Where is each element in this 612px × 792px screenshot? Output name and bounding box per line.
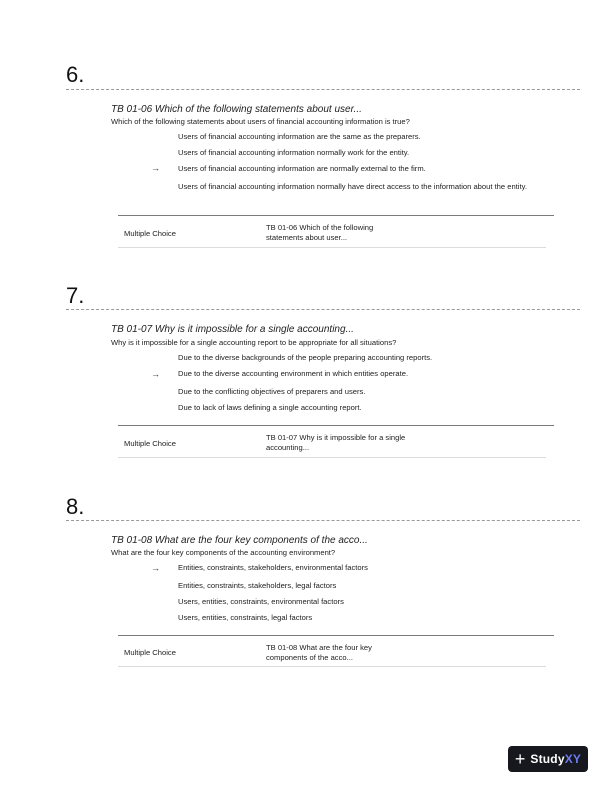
question-text: Which of the following statements about users of financial accounting information is true? xyxy=(111,117,410,126)
brand-name-accent: XY xyxy=(564,752,582,766)
question-number: 7. xyxy=(66,283,85,308)
correct-answer-arrow-icon: → xyxy=(151,563,160,573)
question-title: TB 01-07 Why is it impossible for a single accounting... xyxy=(111,324,354,335)
answer-option: Users, entities, constraints, environmental factors xyxy=(178,597,344,606)
table-rule-top xyxy=(118,635,554,636)
question-number: 6. xyxy=(66,62,85,87)
question-number: 8. xyxy=(66,494,85,519)
table-rule-bottom xyxy=(118,457,546,458)
table-rule-top xyxy=(118,425,554,426)
question-type-label: Multiple Choice xyxy=(124,229,176,238)
brand-name-main: Study xyxy=(530,752,565,766)
question-text: Why is it impossible for a single accounting report to be appropriate for all situations? xyxy=(111,338,397,347)
question-type-label: Multiple Choice xyxy=(124,439,176,448)
question-reference: TB 01-07 Why is it impossible for a single accounting... xyxy=(266,433,406,452)
question-reference: TB 01-06 Which of the following statements about user... xyxy=(266,223,374,242)
answer-option: Due to the diverse backgrounds of the people preparing accounting reports. xyxy=(178,353,433,362)
answer-option-correct: Entities, constraints, stakeholders, environmental factors xyxy=(178,563,368,572)
question-type-label: Multiple Choice xyxy=(124,648,176,657)
answer-option-correct: Users of financial accounting information are normally external to the firm. xyxy=(178,164,426,173)
answer-option: Due to the conflicting objectives of preparers and users. xyxy=(178,387,366,396)
answer-option: Users, entities, constraints, legal factors xyxy=(178,613,313,622)
dashed-divider xyxy=(66,520,580,521)
dashed-divider xyxy=(66,309,580,310)
brand-name xyxy=(530,752,581,766)
studyxy-logo[interactable] xyxy=(508,746,588,772)
question-text: What are the four key components of the accounting environment? xyxy=(111,548,336,557)
answer-option: Users of financial accounting information normally have direct access to the information about the entity. xyxy=(178,182,527,191)
table-rule-bottom xyxy=(118,666,546,667)
correct-answer-arrow-icon: → xyxy=(151,163,160,173)
answer-option: Entities, constraints, stakeholders, legal factors xyxy=(178,581,337,590)
answer-option: Users of financial accounting information are the same as the preparers. xyxy=(178,132,421,141)
question-reference: TB 01-08 What are the four key components of the acco... xyxy=(266,643,372,662)
question-title: TB 01-06 Which of the following statements about user... xyxy=(111,104,362,115)
question-title: TB 01-08 What are the four key components of the acco... xyxy=(111,535,368,546)
table-rule-bottom xyxy=(118,247,546,248)
answer-option: Due to lack of laws defining a single accounting report. xyxy=(178,403,362,412)
correct-answer-arrow-icon: → xyxy=(151,369,160,379)
plus-icon: + xyxy=(514,749,526,769)
answer-option: Users of financial accounting information normally work for the entity. xyxy=(178,148,410,157)
table-rule-top xyxy=(118,215,554,216)
answer-option-correct: Due to the diverse accounting environment in which entities operate. xyxy=(178,369,409,378)
dashed-divider xyxy=(66,89,580,90)
